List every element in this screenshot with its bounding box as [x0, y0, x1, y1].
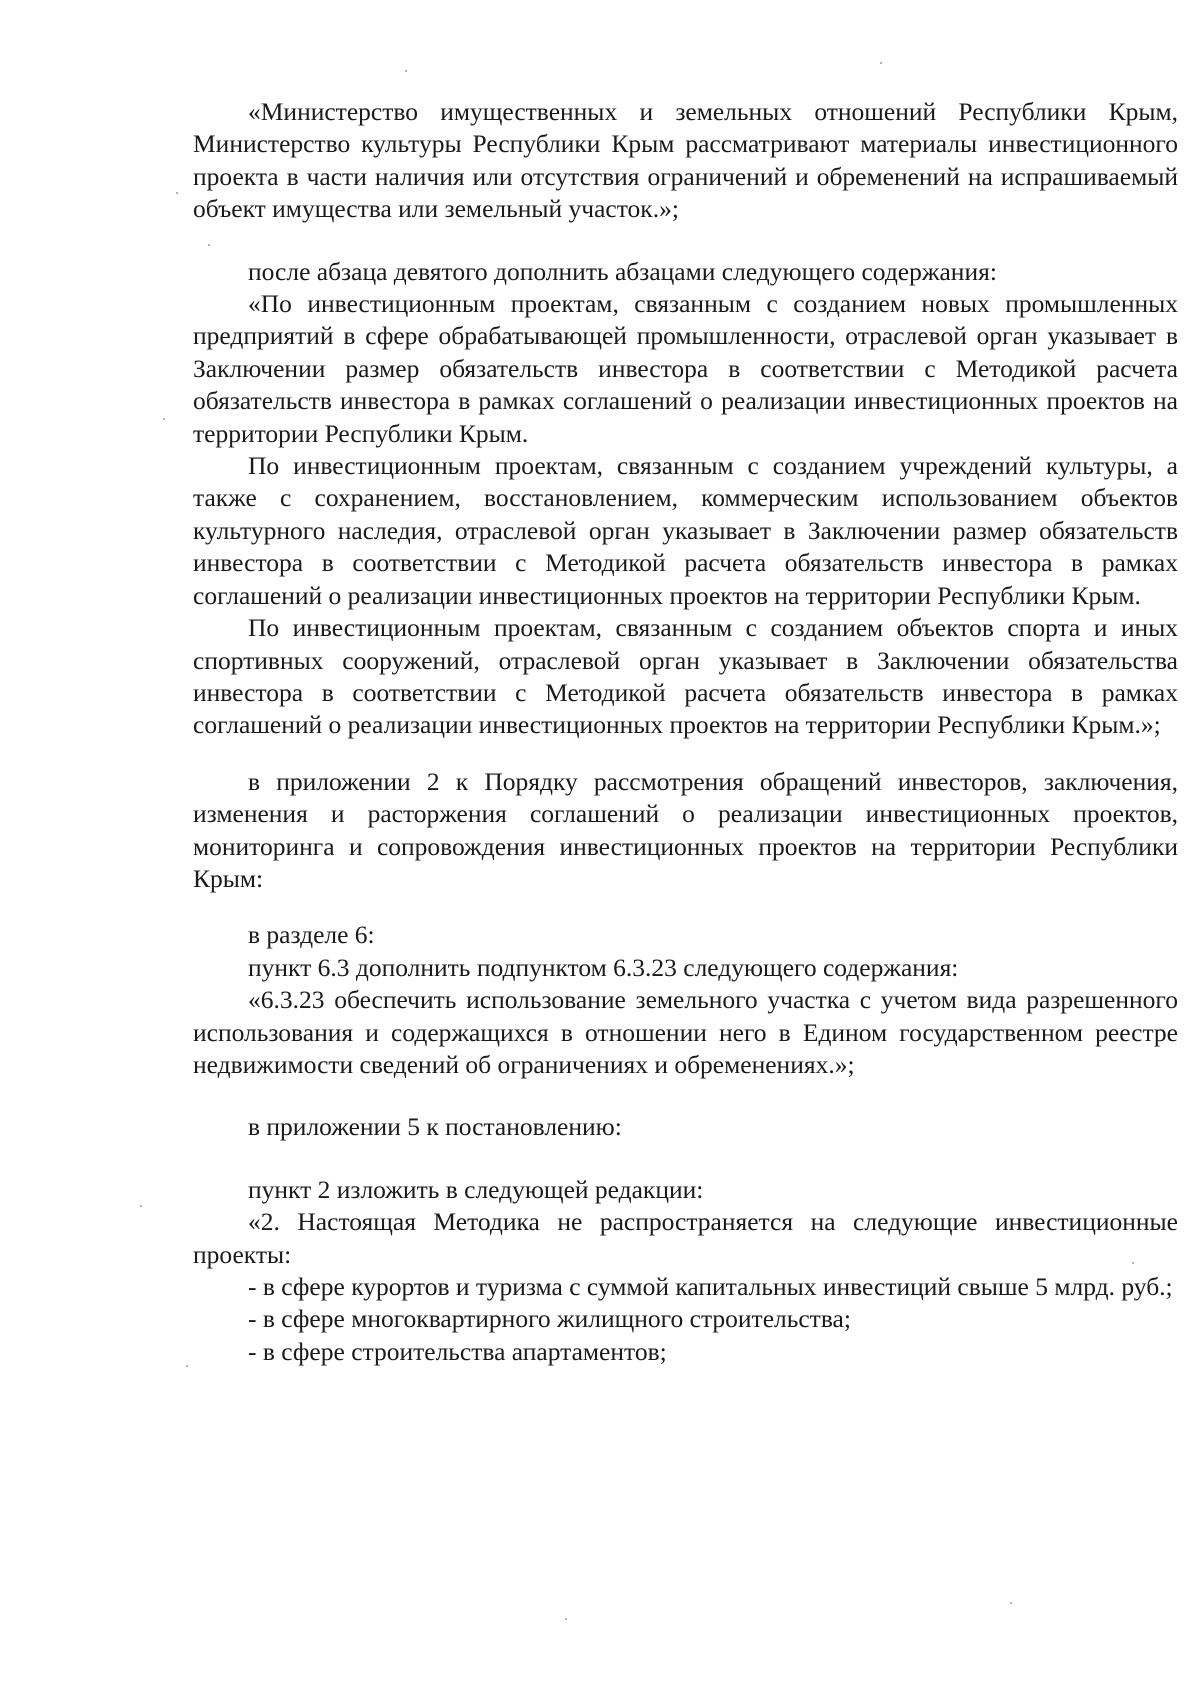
list-item-housing: - в сфере многоквартирного жилищного строительства;	[248, 1304, 851, 1334]
paragraph-industrial-projects: «По инвестиционным проектам, связанным с созданием новых промышленных предприятий в сфере обрабатывающей промышленности, отраслевой орган указывает в Заключении размер обязательств инвестора в соответствии с Методикой расчета обязательств инвестора в рамках соглашений о реализации инвестиционных проектов на территории Республики Крым.	[193, 289, 1178, 448]
list-item-apartments: - в сфере строительства апартаментов;	[248, 1336, 667, 1366]
paragraph-methodology-exclusion: «2. Настоящая Методика не распространяется на следующие инвестиционные проекты:	[193, 1207, 1178, 1269]
paragraph-appendix-2: в приложении 2 к Порядку рассмотрения обращений инвесторов, заключения, изменения и расторжения соглашений о реализации инвестиционных проектов, мониторинга и сопровождения инвестиционных проектов на территории Республики Крым:	[193, 766, 1178, 893]
paragraph-point-6-3: пункт 6.3 дополнить подпунктом 6.3.23 следующего содержания:	[248, 952, 959, 982]
paragraph-point-2: пункт 2 изложить в следующей редакции:	[248, 1174, 704, 1204]
paragraph-section-6: в разделе 6:	[248, 920, 375, 950]
paragraph-ministries-review: «Министерство имущественных и земельных отношений Республики Крым, Министерство культуры Республики Крым рассматривают материалы инвестиционного проекта в части наличия или отсутствия ограничений и обременений на испрашиваемый объект имущества или земельный участок.»;	[193, 97, 1178, 224]
document-body	[193, 96, 1178, 1368]
paragraph-6-3-23: «6.3.23 обеспечить использование земельного участка с учетом вида разрешенного использования и содержащихся в отношении него в Едином государственном реестре недвижимости сведений об ограничениях и обременениях.»;	[193, 985, 1178, 1079]
paragraph-appendix-5: в приложении 5 к постановлению:	[248, 1112, 622, 1142]
list-item-resorts: - в сфере курортов и туризма с суммой капитальных инвестиций свыше 5 млрд. руб.;	[248, 1272, 1173, 1301]
paragraph-culture-projects: По инвестиционным проектам, связанным с созданием учреждений культуры, а также с сохранением, восстановлением, коммерческим использованием объектов культурного наследия, отраслевой орган указывает в Заключении размер обязательств инвестора в соответствии с Методикой расчета обязательств инвестора в рамках соглашений о реализации инвестиционных проектов на территории Республики Крым.	[193, 451, 1178, 610]
paragraph-sport-projects: По инвестиционным проектам, связанным с созданием объектов спорта и иных спортивных сооружений, отраслевой орган указывает в Заключении обязательства инвестора в соответствии с Методикой расчета обязательств инвестора в рамках соглашений о реализации инвестиционных проектов на территории Республики Крым.»;	[193, 613, 1178, 740]
paragraph-after-ninth: после абзаца девятого дополнить абзацами следующего содержания:	[248, 256, 997, 286]
